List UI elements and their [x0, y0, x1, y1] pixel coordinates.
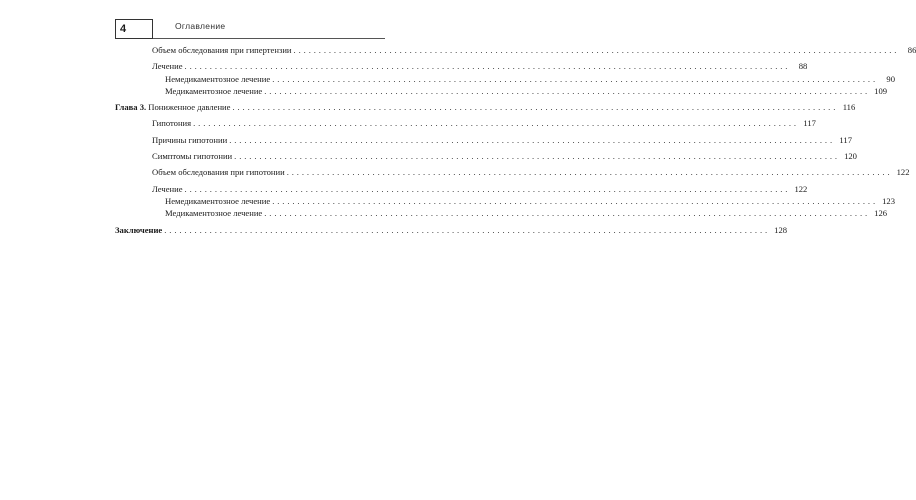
- dot-leader: ........................................................................................................................: [232, 102, 839, 113]
- toc-entry: [115, 183, 808, 196]
- running-title: Оглавление: [175, 21, 226, 31]
- toc-entry-page-number: 122: [896, 167, 910, 178]
- toc-entry-title: Объем обследования при гипертензии: [152, 45, 292, 55]
- toc-entry-page-number: 109: [874, 85, 888, 96]
- toc-entry-page-number: 90: [886, 73, 895, 84]
- toc-entry-title: Причины гипотонии: [152, 134, 228, 145]
- toc-entry-page-number: 116: [842, 102, 856, 113]
- dot-leader: ........................................................................................................................: [264, 208, 871, 219]
- dot-leader: ........................................................................................................................: [234, 151, 840, 162]
- toc-entry-page-number: 117: [839, 134, 852, 145]
- dot-leader: ........................................................................................................................: [272, 195, 878, 206]
- toc-entry-page-number: 88: [798, 61, 808, 72]
- toc-entry-title: Лечение: [152, 61, 183, 72]
- toc-entry-page-number: 122: [794, 183, 808, 194]
- toc-entry: [115, 45, 916, 57]
- toc-entry: [115, 118, 816, 130]
- toc-entry: [115, 208, 888, 220]
- toc-entry: [115, 195, 895, 208]
- dot-leader: ........................................................................................................................: [264, 85, 871, 96]
- dot-leader: ........................................................................................................................: [286, 167, 893, 178]
- toc-entry-title: Пониженное давление: [146, 102, 231, 113]
- header-rule: [153, 38, 385, 39]
- toc-entry-title: Объем обследования при гипотонии: [152, 167, 285, 178]
- toc-entry-title: Медикаментозное лечение: [165, 85, 263, 96]
- toc-entry: [115, 224, 788, 237]
- table-of-contents: [115, 45, 916, 237]
- dot-leader: ........................................................................................................................: [293, 45, 900, 55]
- toc-entry-page-number: 120: [844, 151, 857, 162]
- dot-leader: ........................................................................................................................: [184, 183, 791, 194]
- toc-entry-title: Медикаментозное лечение: [165, 208, 263, 219]
- toc-entry: [115, 73, 895, 86]
- page-number: 4: [115, 19, 153, 39]
- toc-entry: [115, 167, 910, 179]
- toc-entry-title: Немедикаментозное лечение: [165, 195, 271, 206]
- toc-entry-chapter-label: Заключение: [115, 224, 163, 235]
- toc-entry: [115, 151, 857, 163]
- dot-leader: ........................................................................................................................: [164, 224, 771, 235]
- toc-entry-page-number: 123: [882, 195, 895, 206]
- toc-entry-chapter-label: Глава 3.: [115, 102, 147, 113]
- toc-entry-page-number: 128: [774, 224, 788, 235]
- dot-leader: ........................................................................................................................: [229, 134, 835, 145]
- toc-entry-title: Лечение: [152, 183, 183, 194]
- dot-leader: ........................................................................................................................: [184, 61, 791, 72]
- toc-entry: [115, 134, 852, 147]
- page-header: [115, 19, 385, 41]
- toc-entry-page-number: 117: [803, 118, 816, 129]
- toc-entry-title: Немедикаментозное лечение: [165, 73, 271, 84]
- toc-entry-page-number: 126: [874, 208, 888, 219]
- toc-entry: [115, 102, 856, 114]
- dot-leader: ........................................................................................................................: [272, 73, 878, 84]
- toc-entry-title: Гипотония: [152, 118, 192, 129]
- toc-entry: [115, 85, 888, 98]
- toc-entry-title: Симптомы гипотонии: [152, 151, 233, 162]
- toc-entry-page-number: 86: [907, 45, 916, 55]
- dot-leader: ........................................................................................................................: [193, 118, 799, 129]
- toc-entry: [115, 61, 808, 73]
